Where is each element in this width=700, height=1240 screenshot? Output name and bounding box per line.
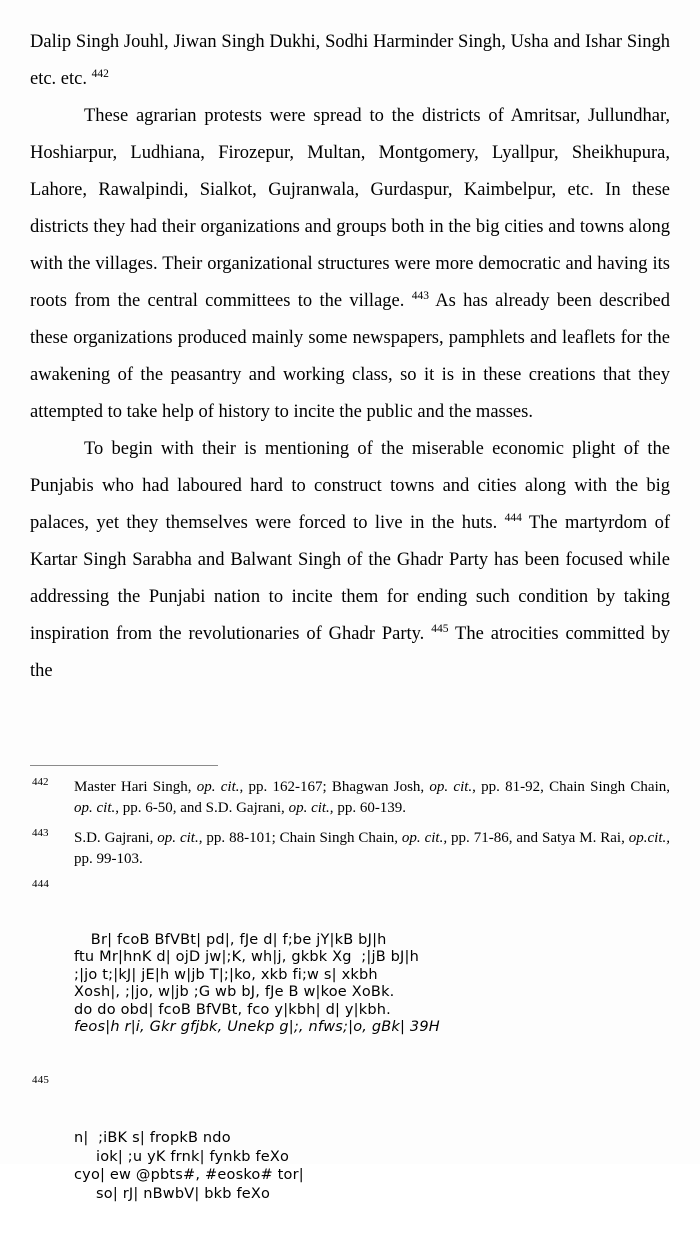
footnote-443 <box>30 828 670 870</box>
body-text-run: Dalip Singh Jouhl, Jiwan Singh Dukhi, Sodhi Harminder Singh, Usha and Ishar Singh etc. etc. <box>30 32 670 89</box>
footnote-reference-442: 442 <box>92 68 109 80</box>
footnote-area <box>30 765 670 1240</box>
footnote-separator-rule <box>30 765 218 766</box>
footnote-text-443: S.D. Gajrani, op. cit., pp. 88-101; Chain Singh Chain, op. cit., pp. 71-86, and Satya M. Rai, op.cit., pp. 99-103. <box>74 830 670 867</box>
footnote-verse-445 <box>74 1129 670 1203</box>
body-text-run: To begin with their is mentioning of the miserable economic plight of the Punjabis who had laboured hard to construct towns and cities along with the big palaces, yet they themselves were forced to live in the huts. <box>30 439 670 533</box>
footnote-text-442: Master Hari Singh, op. cit., pp. 162-167; Bhagwan Josh, op. cit., pp. 81-92, Chain Singh Chain, op. cit., pp. 6-50, and S.D. Gajrani, op. cit., pp. 60-139. <box>74 779 670 816</box>
footnote-number-442: 442 <box>32 777 49 788</box>
body-text-area <box>30 24 670 690</box>
body-text-run: These agrarian protests were spread to the districts of Amritsar, Jullundhar, Hoshiarpur, Ludhiana, Firozepur, Multan, Montgomery, Lyallpur, Sheikhupura, Lahore, Rawalpindi, Sialkot, Gujranwala, Gurdaspur, Kaimbelpur, etc. In these districts they had their organizations and groups both in the big cities and towns along with the villages. Their organizational structures were more democratic and having its roots from the central committees to the village. <box>30 106 670 311</box>
body-text-run: As has already been described these organizations produced mainly some newspapers, pamphlets and leaflets for the awakening of the peasantry and working class, so it is in these creations that they attempted to take help of history to incite the public and the masses. <box>30 291 670 422</box>
verse-line: Br| fcoB BfVBt| pd|, fJe d| f;be jY|kB bJ|h <box>74 932 670 950</box>
verse-line: iok| ;u yK frnk| fynkb feXo <box>74 1148 670 1167</box>
footnote-reference-444: 444 <box>505 512 522 524</box>
footnote-445 <box>30 1074 670 1240</box>
footnote-number-445: 445 <box>32 1075 49 1086</box>
verse-line: n| ;iBK s| fropkB ndo <box>74 1129 670 1148</box>
body-text-run: The martyrdom of Kartar Singh Sarabha and Balwant Singh of the Ghadr Party has been focused while addressing the Punjabi nation to incite them for ending such condition by taking inspiration from the revolutionaries of Ghadr Party. <box>30 513 670 644</box>
verse-line: cyo| ew @pbts#, #eosko# tor| <box>74 1166 670 1185</box>
footnote-reference-445: 445 <box>431 623 448 635</box>
verse-line: ftu Mr|hnK d| ojD jw|;K, wh|j, gkbk Xg ;|jB bJ|h <box>74 949 670 967</box>
footnote-verse-444 <box>74 932 670 1037</box>
verse-line: Xosh|, ;|jo, w|jb ;G wb bJ, fJe B w|koe XoBk. <box>74 984 670 1002</box>
verse-line: so| rJ| nBwbV| bkb feXo <box>74 1185 670 1204</box>
verse-line: feos|h r|i, Gkr gfjbk, Unekp g|;, nfws;|o, gBk| 39H <box>74 1019 670 1037</box>
body-paragraph <box>30 24 670 98</box>
body-text-run: The atrocities committed by the <box>30 624 670 681</box>
footnote-444 <box>30 879 670 1072</box>
body-paragraph <box>30 98 670 431</box>
verse-line: ;|jo t;|kJ| jE|h w|jb T|;|ko, xkb fi;w s| xkbh <box>74 967 670 985</box>
body-paragraph <box>30 431 670 690</box>
footnote-reference-443: 443 <box>412 290 429 302</box>
footnote-number-443: 443 <box>32 828 49 839</box>
footnote-442 <box>30 777 670 819</box>
verse-line: do do obd| fcoB BfVBt, fco y|kbh| d| y|kbh. <box>74 1002 670 1020</box>
footnote-number-444: 444 <box>32 879 49 890</box>
